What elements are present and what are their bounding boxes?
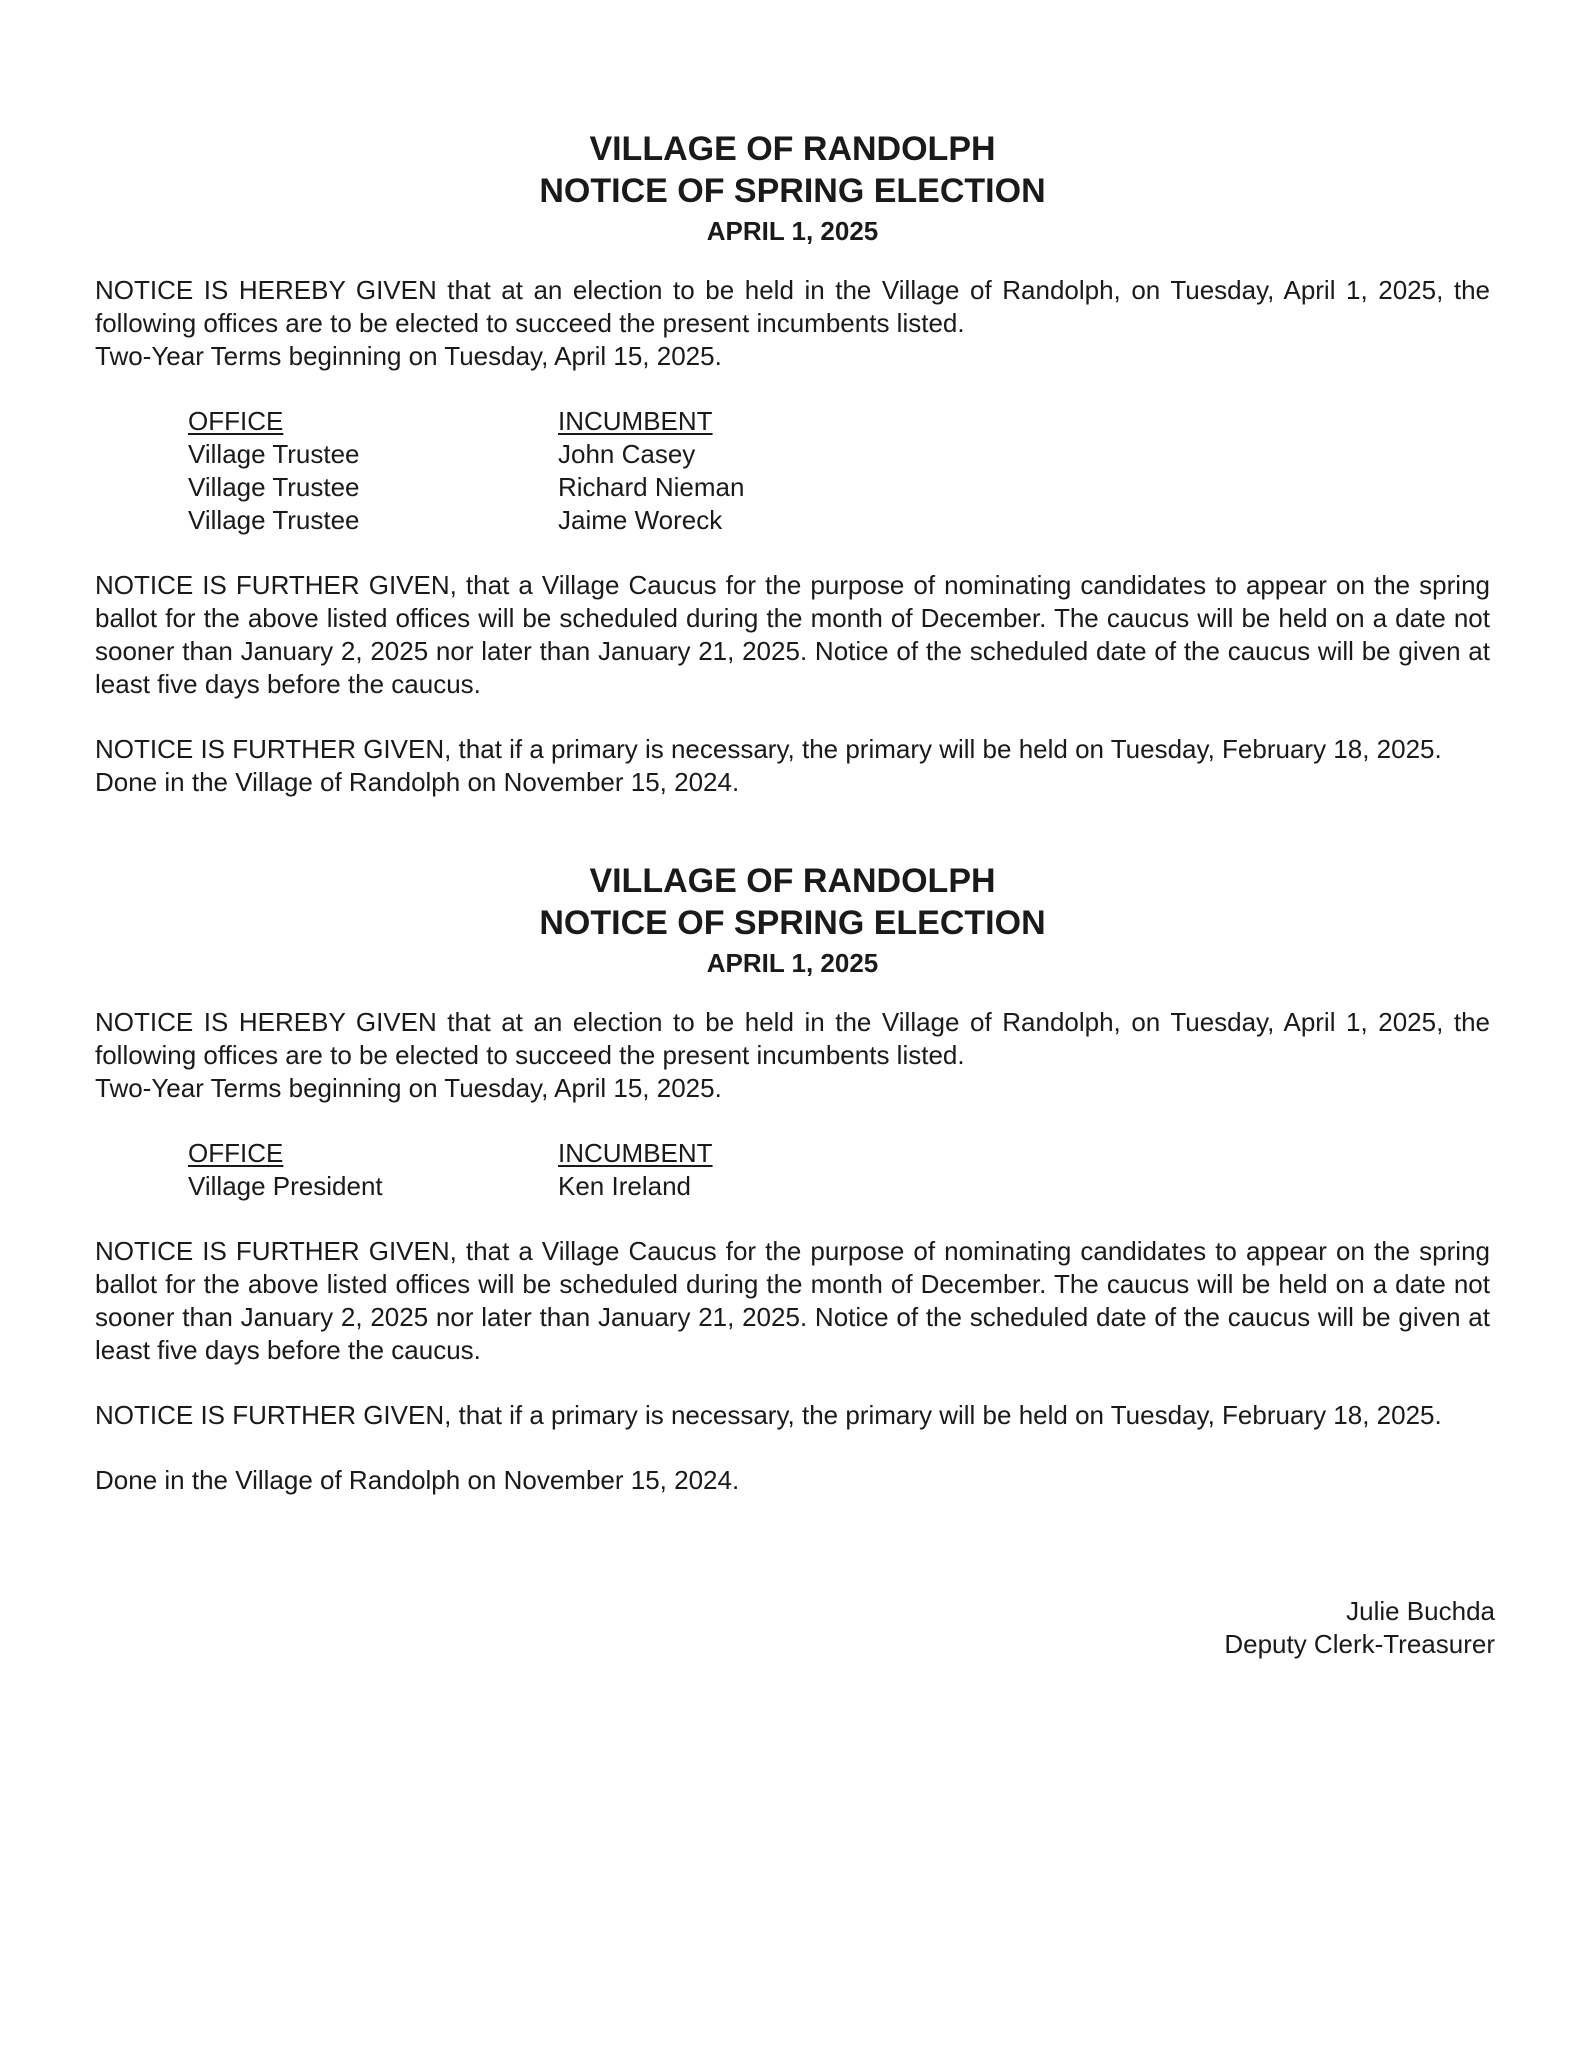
incumbent-cell: Richard Nieman: [558, 472, 745, 502]
offices-table-header: [188, 1137, 1490, 1170]
office-column-header: OFFICE: [188, 1138, 284, 1168]
notice-title: VILLAGE OF RANDOLPH: [589, 130, 996, 168]
incumbent-cell: Jaime Woreck: [558, 505, 723, 535]
office-cell: Village Trustee: [188, 472, 360, 502]
office-cell: Village Trustee: [188, 439, 360, 469]
notice-terms: Two-Year Terms beginning on Tuesday, April 15, 2025.: [95, 1073, 722, 1103]
notice-intro: NOTICE IS HEREBY GIVEN that at an election to be held in the Village of Randolph, on Tuesday, April 1, 2025, the following offices are to be elected to succeed the present incumbents listed.: [95, 275, 1490, 338]
table-row: [188, 471, 1490, 504]
notice-title: VILLAGE OF RANDOLPH: [589, 862, 996, 900]
offices-table-header: [188, 405, 1490, 438]
caucus-notice: NOTICE IS FURTHER GIVEN, that a Village Caucus for the purpose of nominating candidates to appear on the spring ballot for the above listed offices will be scheduled during the month of December. The caucus will be held on a date not sooner than January 2, 2025 nor later than January 21, 2025. Notice of the scheduled date of the caucus will be given at least five days before the caucus.: [95, 570, 1490, 699]
notice-intro: NOTICE IS HEREBY GIVEN that at an election to be held in the Village of Randolph, on Tuesday, April 1, 2025, the following offices are to be elected to succeed the present incumbents listed.: [95, 1007, 1490, 1070]
done-statement: Done in the Village of Randolph on November 15, 2024.: [95, 1465, 740, 1495]
table-row: [188, 438, 1490, 471]
notice-subtitle: NOTICE OF SPRING ELECTION: [539, 172, 1046, 210]
done-statement: Done in the Village of Randolph on November 15, 2024.: [95, 767, 740, 797]
offices-table: [188, 405, 1490, 537]
notice-subtitle: NOTICE OF SPRING ELECTION: [539, 904, 1046, 942]
offices-table: [188, 1137, 1490, 1203]
incumbent-column-header: INCUMBENT: [558, 406, 713, 436]
office-column-header: OFFICE: [188, 406, 284, 436]
incumbent-cell: John Casey: [558, 439, 696, 469]
notice-date: APRIL 1, 2025: [706, 216, 879, 246]
election-notice-trustees: [95, 128, 1490, 799]
election-notice-president: [95, 860, 1490, 1497]
notice-terms: Two-Year Terms beginning on Tuesday, April 15, 2025.: [95, 341, 722, 371]
incumbent-column-header: INCUMBENT: [558, 1138, 713, 1168]
office-cell: Village Trustee: [188, 505, 360, 535]
primary-notice: NOTICE IS FURTHER GIVEN, that if a primary is necessary, the primary will be held on Tuesday, February 18, 2025.: [95, 734, 1442, 764]
signer-title: Deputy Clerk-Treasurer: [1224, 1629, 1495, 1659]
office-cell: Village President: [188, 1171, 383, 1201]
caucus-notice: NOTICE IS FURTHER GIVEN, that a Village Caucus for the purpose of nominating candidates to appear on the spring ballot for the above listed offices will be scheduled during the month of December. The caucus will be held on a date not sooner than January 2, 2025 nor later than January 21, 2025. Notice of the scheduled date of the caucus will be given at least five days before the caucus.: [95, 1236, 1490, 1365]
primary-notice: NOTICE IS FURTHER GIVEN, that if a primary is necessary, the primary will be held on Tuesday, February 18, 2025.: [95, 1400, 1442, 1430]
notice-date: APRIL 1, 2025: [706, 948, 879, 978]
signer-name: Julie Buchda: [1346, 1596, 1495, 1626]
signature-block: [1224, 1595, 1495, 1661]
incumbent-cell: Ken Ireland: [558, 1171, 691, 1201]
table-row: [188, 1170, 1490, 1203]
table-row: [188, 504, 1490, 537]
